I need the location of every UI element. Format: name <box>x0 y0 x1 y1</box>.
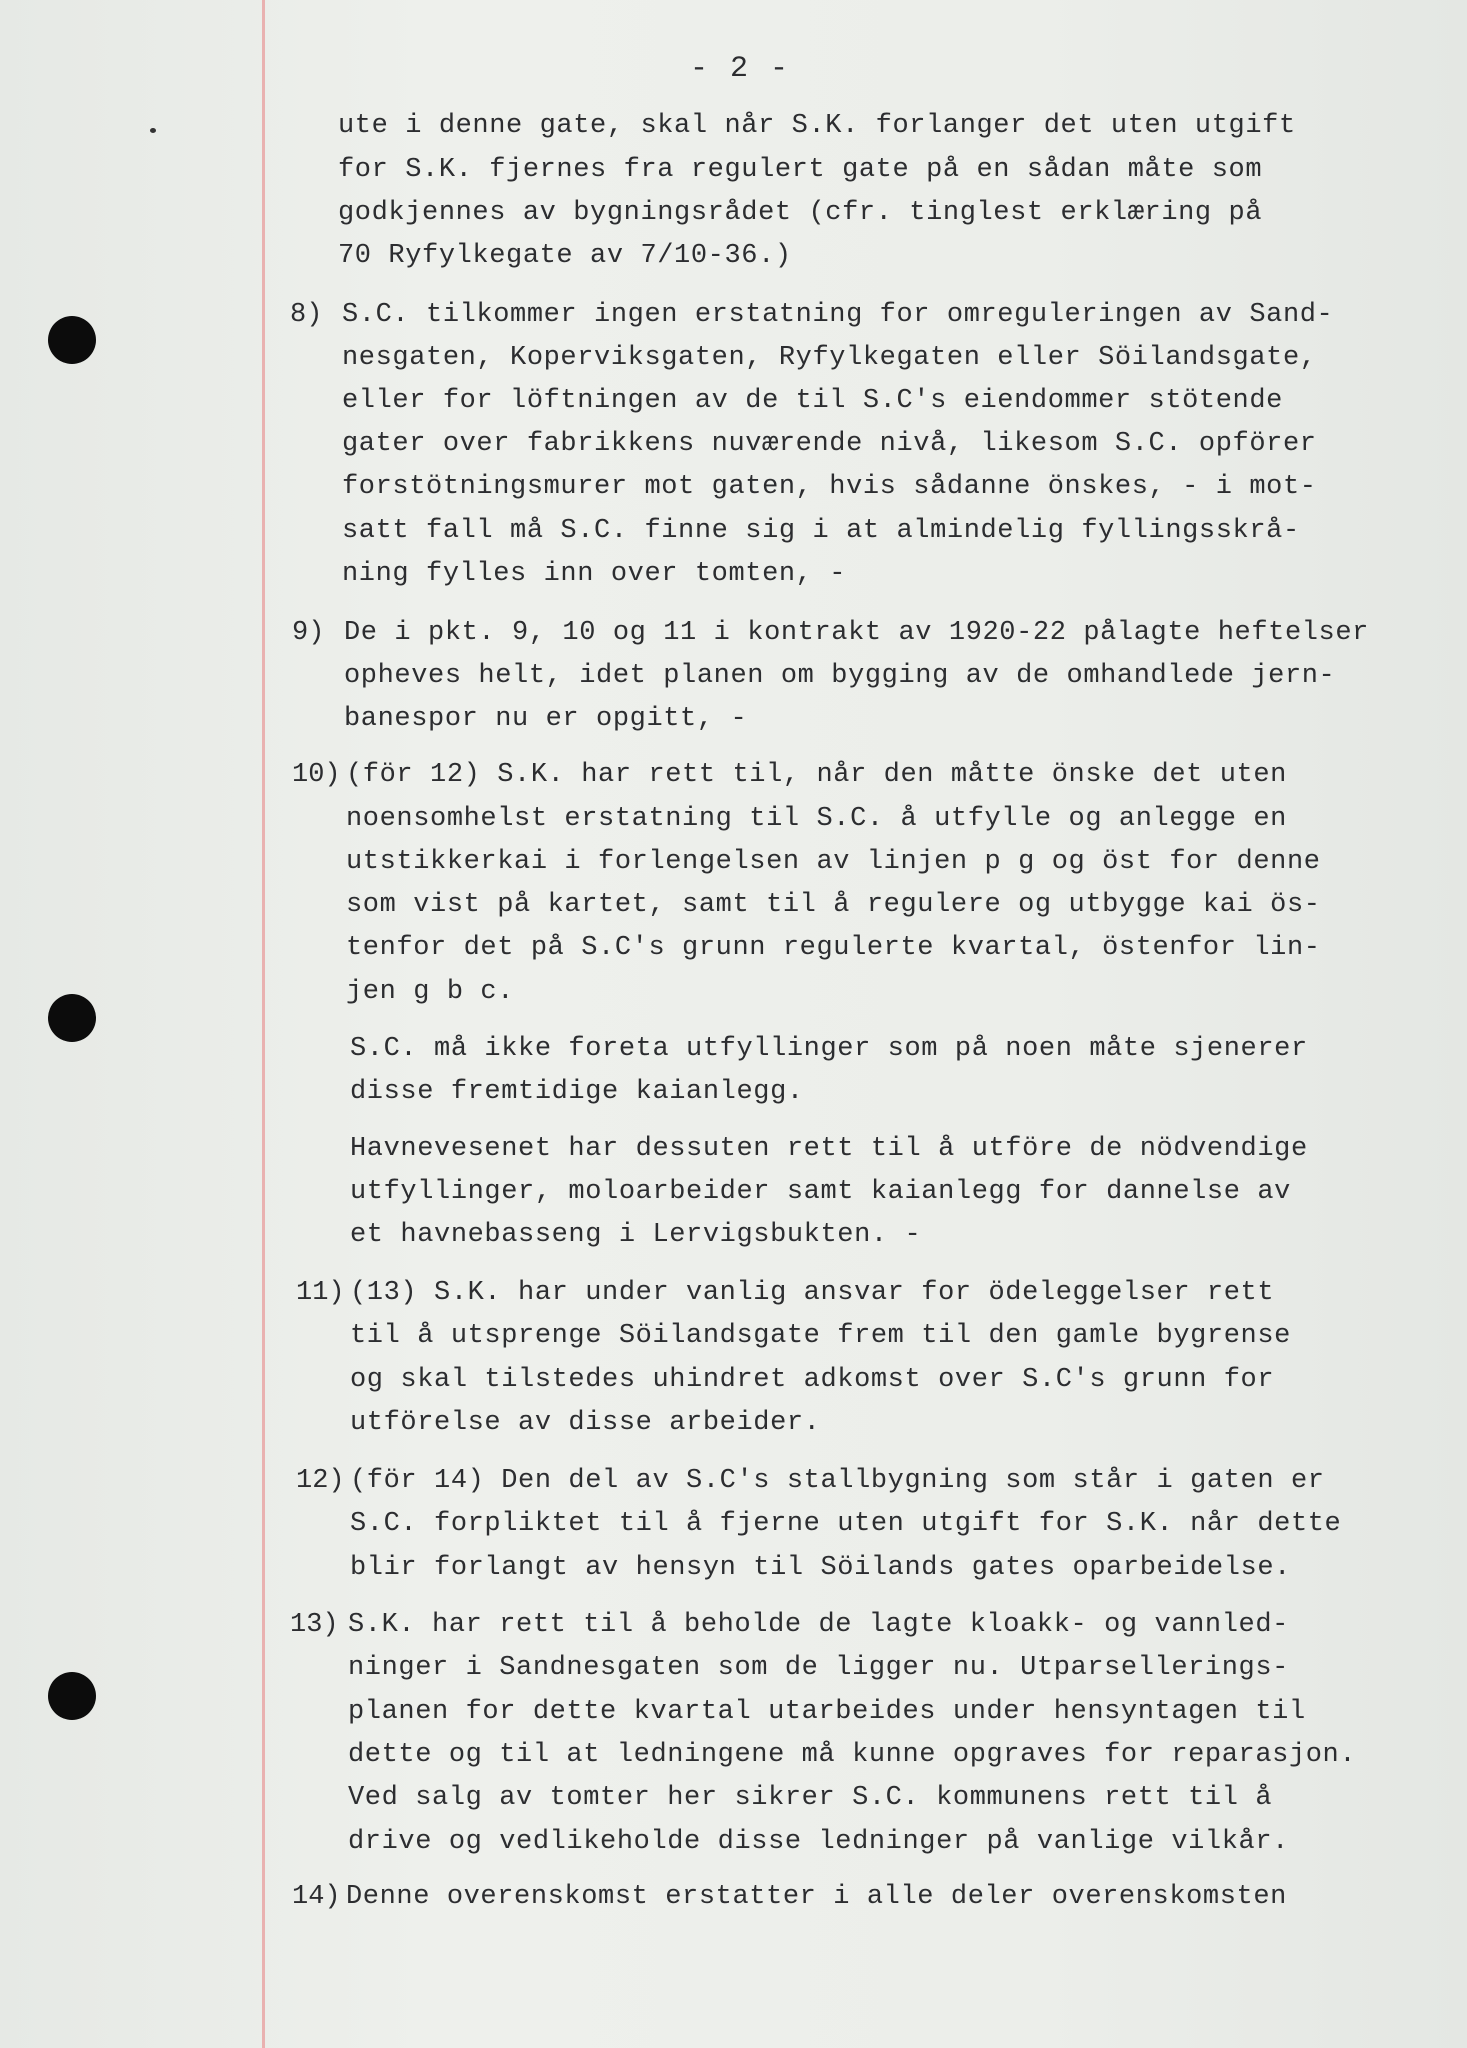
text-line: S.C. tilkommer ingen erstatning for omreguleringen av Sand- <box>342 300 1334 330</box>
text-line: et havnebasseng i Lervigsbukten. - <box>350 1220 922 1250</box>
text-line: for S.K. fjernes fra regulert gate på en sådan måte som <box>338 155 1263 185</box>
text-line: De i pkt. 9, 10 og 11 i kontrakt av 1920-22 pålagte heftelser <box>344 618 1369 648</box>
text-line: eller for löftningen av de til S.C's eiendommer stötende <box>342 386 1283 416</box>
text-line: dette og til at ledningene må kunne opgraves for reparasjon. <box>348 1740 1357 1770</box>
text-line: blir forlangt av hensyn til Söilands gates oparbeidelse. <box>350 1553 1291 1583</box>
text-line: nesgaten, Koperviksgaten, Ryfylkegaten eller Söilandsgate, <box>342 343 1317 373</box>
paragraph-number: 13) <box>290 1610 339 1640</box>
text-line: opheves helt, idet planen om bygging av de omhandlede jern- <box>344 661 1336 691</box>
paragraph-number: 8) <box>290 300 323 330</box>
text-line: tenfor det på S.C's grunn regulerte kvartal, östenfor lin- <box>346 933 1321 963</box>
text-line: S.C. må ikke foreta utfyllinger som på noen måte sjenerer <box>350 1034 1308 1064</box>
paragraph-number: 11) <box>296 1278 345 1308</box>
text-line: jen g b c. <box>346 977 515 1007</box>
text-line: satt fall må S.C. finne sig i at almindelig fyllingsskrå- <box>342 516 1300 546</box>
text-line: (för 14) Den del av S.C's stallbygning som står i gaten er <box>350 1466 1325 1496</box>
text-line: og skal tilstedes uhindret adkomst over S.C's grunn for <box>350 1365 1275 1395</box>
paragraph-number: 9) <box>292 618 325 648</box>
punch-hole-top <box>48 316 96 364</box>
text-line: Denne overenskomst erstatter i alle deler overenskomsten <box>346 1882 1287 1912</box>
margin-line <box>262 0 265 2048</box>
text-line: ute i denne gate, skal når S.K. forlanger det uten utgift <box>338 111 1296 141</box>
text-line: Havnevesenet har dessuten rett til å utföre de nödvendige <box>350 1134 1308 1164</box>
text-line: gater over fabrikkens nuværende nivå, likesom S.C. opförer <box>342 429 1317 459</box>
punch-hole-middle <box>48 994 96 1042</box>
text-line: Ved salg av tomter her sikrer S.C. kommunens rett til å <box>348 1783 1273 1813</box>
paragraph-number: 12) <box>296 1466 345 1496</box>
text-line: ninger i Sandnesgaten som de ligger nu. Utparsellerings- <box>348 1653 1289 1683</box>
page-number: - 2 - <box>690 52 791 86</box>
text-line: (för 12) S.K. har rett til, når den måtte önske det uten <box>346 760 1287 790</box>
text-line: forstötningsmurer mot gaten, hvis sådanne önskes, - i mot- <box>342 472 1317 502</box>
punch-hole-bottom <box>48 1672 96 1720</box>
text-line: planen for dette kvartal utarbeides under hensyntagen til <box>348 1697 1306 1727</box>
text-line: noensomhelst erstatning til S.C. å utfylle og anlegge en <box>346 804 1287 834</box>
text-line: til å utsprenge Söilandsgate frem til den gamle bygrense <box>350 1321 1291 1351</box>
text-line: S.K. har rett til å beholde de lagte kloakk- og vannled- <box>348 1610 1289 1640</box>
text-line: som vist på kartet, samt til å regulere og utbygge kai ös- <box>346 890 1321 920</box>
text-line: utstikkerkai i forlengelsen av linjen p g og öst for denne <box>346 847 1321 877</box>
text-line: disse fremtidige kaianlegg. <box>350 1077 804 1107</box>
text-line: 70 Ryfylkegate av 7/10-36.) <box>338 241 792 271</box>
text-line: godkjennes av bygningsrådet (cfr. tinglest erklæring på <box>338 198 1263 228</box>
text-line: S.C. forpliktet til å fjerne uten utgift for S.K. når dette <box>350 1509 1342 1539</box>
paragraph-number: 10) <box>292 760 341 790</box>
text-line: banespor nu er opgitt, - <box>344 704 748 734</box>
paragraph-number: 14) <box>292 1882 341 1912</box>
text-line: utfyllinger, moloarbeider samt kaianlegg for dannelse av <box>350 1177 1291 1207</box>
text-line: (13) S.K. har under vanlig ansvar for ödeleggelser rett <box>350 1278 1275 1308</box>
ink-speck <box>150 128 156 133</box>
text-line: drive og vedlikeholde disse ledninger på vanlige vilkår. <box>348 1827 1289 1857</box>
text-line: ning fylles inn over tomten, - <box>342 559 847 589</box>
text-line: utförelse av disse arbeider. <box>350 1408 821 1438</box>
